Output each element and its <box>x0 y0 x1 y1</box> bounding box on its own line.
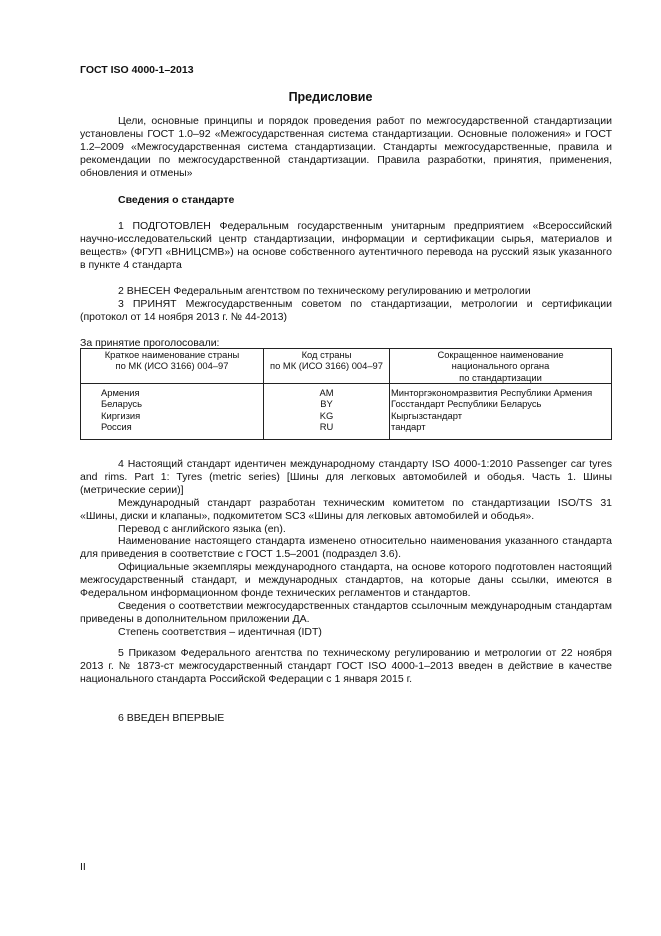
header-line: по стандартизации <box>459 371 542 383</box>
country-code: AM <box>319 387 334 398</box>
header-line: по МК (ИСО 3166) 004–97 <box>270 360 383 372</box>
header-line: Сокращенное наименование <box>437 349 564 360</box>
header-body <box>390 349 612 384</box>
code-list <box>264 384 390 440</box>
item-1-text: 1 ПОДГОТОВЛЕН Федеральным государственным унитарным предприятием «Всероссийский научно-исследовательский центр стандартизации, информации и сертификации сырья, материалов и веществ» (ФГУП «ВНИЦСМВ») на основе собственного аутентичного перевода на русский язык указанного в пункте 4 стандарта <box>80 220 612 271</box>
country-name: Армения <box>101 387 140 398</box>
page-number: II <box>80 861 86 873</box>
item-4-text: Официальные экземпляры международного стандарта, на основе которого подготовлен настоящий межгосударственный стандарт, и международных стандартов, на которые даны ссылки, имеются в Федеральном информационном фонде технических регламентов и стандартов. <box>80 561 612 600</box>
item-3-text: 3 ПРИНЯТ Межгосударственным советом по стандартизации, метрологии и сертификации (протокол от 14 ноября 2013 г. № 44-2013) <box>80 297 612 323</box>
country-code: BY <box>320 398 333 410</box>
country-name: Россия <box>101 420 132 432</box>
header-line: по МК (ИСО 3166) 004–97 <box>115 360 229 372</box>
item-4 <box>80 458 612 639</box>
header-line: Краткое наименование страны <box>104 349 240 360</box>
voting-table-body <box>81 384 612 440</box>
document-id: ГОСТ ISO 4000-1–2013 <box>80 64 194 76</box>
national-body: Кыргызстандарт <box>391 409 463 421</box>
item-4-text: Наименование настоящего стандарта изменено относительно наименования указанного стандарта для приведения в соответствие с ГОСТ 1.5–2001 (подраздел 3.6). <box>80 535 612 561</box>
header-country <box>81 349 264 384</box>
item-6-text: 6 ВВЕДЕН ВПЕРВЫЕ <box>118 712 225 724</box>
intro-paragraph <box>80 115 612 180</box>
item-6 <box>80 712 612 725</box>
country-code: KG <box>319 409 334 421</box>
item-4-text: Степень соответствия – идентичная (IDT) <box>118 625 322 638</box>
country-code: RU <box>319 420 334 432</box>
section-subheading: Сведения о стандарте <box>118 194 235 206</box>
country-name: Беларусь <box>101 398 143 410</box>
body-list <box>390 384 612 440</box>
page-title: Предисловие <box>288 90 373 104</box>
item-4-text: Сведения о соответствии межгосударственных стандартов ссылочным международным стандартам приведены в дополнительном приложении ДА. <box>80 599 612 625</box>
item-4-text: Перевод с английского языка (en). <box>118 522 286 535</box>
national-body: тандарт <box>391 420 426 432</box>
item-2-text: 2 ВНЕСЕН Федеральным агентством по техническому регулированию и метрологии <box>118 285 531 297</box>
voting-caption: За принятие проголосовали: <box>80 337 220 349</box>
item-5 <box>80 647 612 686</box>
items-2-3 <box>80 285 612 324</box>
country-name: Киргизия <box>101 409 141 421</box>
national-body: Госстандарт Республики Беларусь <box>391 398 542 410</box>
intro-text: Цели, основные принципы и порядок проведения работ по межгосударственной стандартизации установлены ГОСТ 1.0–92 «Межгосударственная система стандартизации. Основные положения» и ГОСТ 1.2–2009 «Межгосударственная система стандартизации. Стандарты межгосударственные, правила и рекомендации по межгосударственной стандартизации. Правила разработки, принятия, применения, обновления и отмены» <box>80 115 612 179</box>
header-line: национального органа <box>451 360 550 372</box>
header-code <box>264 349 390 384</box>
country-list <box>81 384 264 440</box>
item-4-text: 4 Настоящий стандарт идентичен международному стандарту ISO 4000-1:2010 Passenger car tyres and rims. Part 1: Tyres (metric series) [Шины для легковых автомобилей и ободья. Часть 1. Шины (метрические серии)] <box>80 458 612 496</box>
item-1 <box>80 220 612 272</box>
voting-table-header <box>81 349 612 384</box>
item-5-text: 5 Приказом Федерального агентства по техническому регулированию и метрологии от 22 ноября 2013 г. № 1873-ст межгосударственный стандарт ГОСТ ISO 4000-1–2013 введен в действие в качестве национального стандарта Российской Федерации с 1 января 2015 г. <box>80 647 612 685</box>
item-4-text: Международный стандарт разработан техническим комитетом по стандартизации ISO/TS 31 «Шины, диски и клапаны», подкомитетом SC3 «Шины для легковых автомобилей и ободья». <box>80 496 612 522</box>
header-line: Код страны <box>301 349 352 360</box>
voting-table <box>80 348 612 440</box>
national-body: Минторгэкономразвития Республики Армения <box>391 387 593 398</box>
